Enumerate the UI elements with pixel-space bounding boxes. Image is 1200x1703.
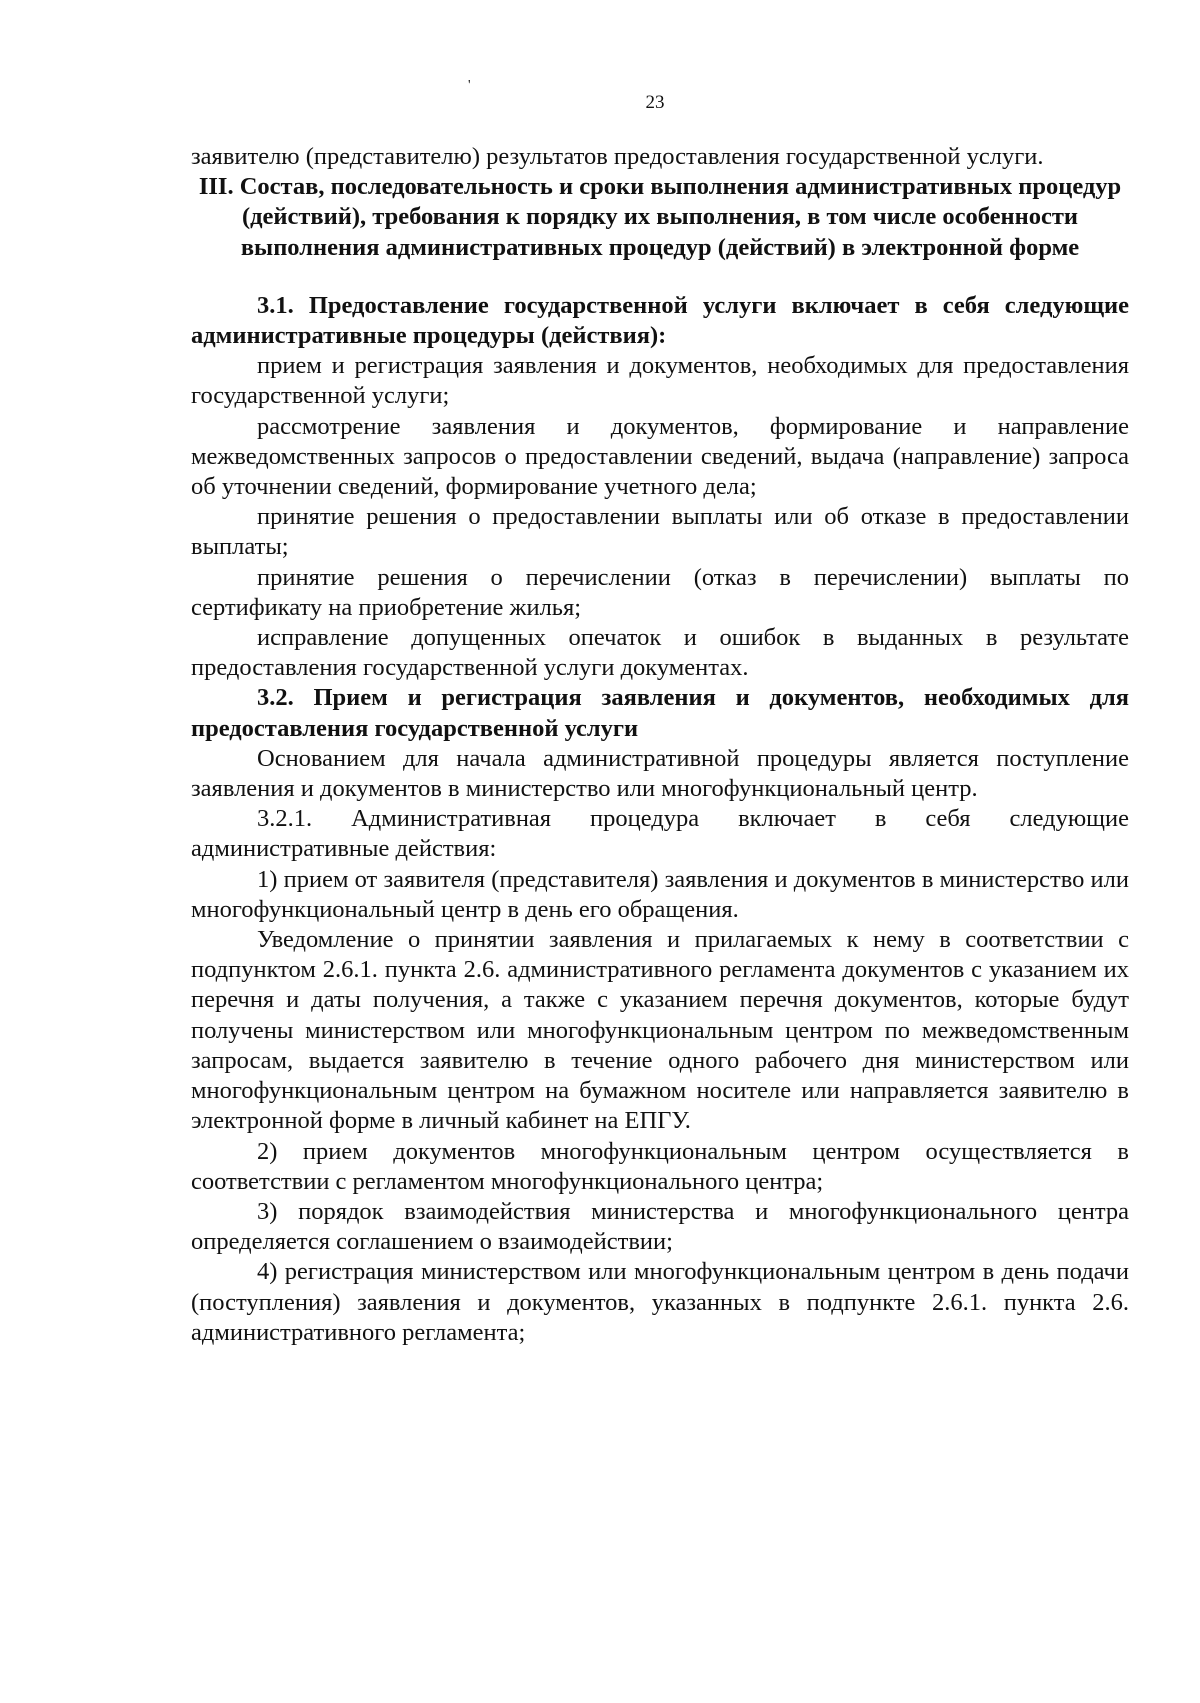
paragraph-continuation: заявителю (представителю) результатов предоставления государственной услуги. <box>191 143 1044 170</box>
page-number: 23 <box>645 92 665 113</box>
list-item-review: рассмотрение заявления и документов, формирование и направление межведомственных запросов о предоставлении сведений, выдача (направление) запроса об уточнении сведений, формирование учетного дела; <box>191 412 1129 501</box>
list-item-corrections: исправление допущенных опечаток и ошибок в выданных в результате предоставления государственной услуги документах. <box>191 624 1129 682</box>
action-4: 4) регистрация министерством или многофункциональным центром в день подачи (поступления) заявления и документов, указанных в подпункте 2.6.1. пункта 2.6. административного регламента; <box>191 1258 1129 1346</box>
list-item-transfer: принятие решения о перечислении (отказ в перечислении) выплаты по сертификату на приобретение жилья; <box>191 563 1129 621</box>
paragraph-basis: Основанием для начала административной процедуры является поступление заявления и документов в министерство или многофункциональный центр. <box>191 744 1129 803</box>
spacer <box>191 263 1129 291</box>
action-3: 3) порядок взаимодействия министерства и многофункционального центра определяется соглашением о взаимодействии; <box>191 1197 1129 1256</box>
action-1: 1) прием от заявителя (представителя) заявления и документов в министерство или многофункциональный центр в день его обращения. <box>191 865 1129 923</box>
scan-mark: ' <box>468 78 471 93</box>
paragraph-notification: Уведомление о принятии заявления и прилагаемых к нему в соответствии с подпунктом 2.6.1. пункта 2.6. административного регламента документов с указанием их перечня и даты получения, а также с указанием перечня документов, которые будут получены министерством или многофункциональным центром по межведомственным запросам, выдается заявителю в течение одного рабочего дня министерством или многофункциональным центром на бумажном носителе или направляется заявителю в электронной форме в личный кабинет на ЕПГУ. <box>191 926 1129 1135</box>
section-heading: III. Состав, последовательность и сроки выполнения административных процедур (действий), требования к порядку их выполнения, в том числе особенности выполнения административных процедур (действий) в электронной форме <box>198 173 1122 261</box>
clause-3-2-heading: 3.2. Прием и регистрация заявления и документов, необходимых для предоставления государственной услуги <box>191 684 1129 742</box>
list-item-reception: прием и регистрация заявления и документов, необходимых для предоставления государственной услуги; <box>191 352 1129 410</box>
clause-3-2-1: 3.2.1. Административная процедура включает в себя следующие административные действия: <box>191 805 1129 863</box>
document-body <box>191 142 1129 1348</box>
list-item-decision: принятие решения о предоставлении выплаты или об отказе в предоставлении выплаты; <box>191 503 1129 561</box>
clause-3-1: 3.1. Предоставление государственной услуги включает в себя следующие административные процедуры (действия): <box>191 291 1129 350</box>
action-2: 2) прием документов многофункциональным центром осуществляется в соответствии с регламентом многофункционального центра; <box>191 1137 1129 1195</box>
